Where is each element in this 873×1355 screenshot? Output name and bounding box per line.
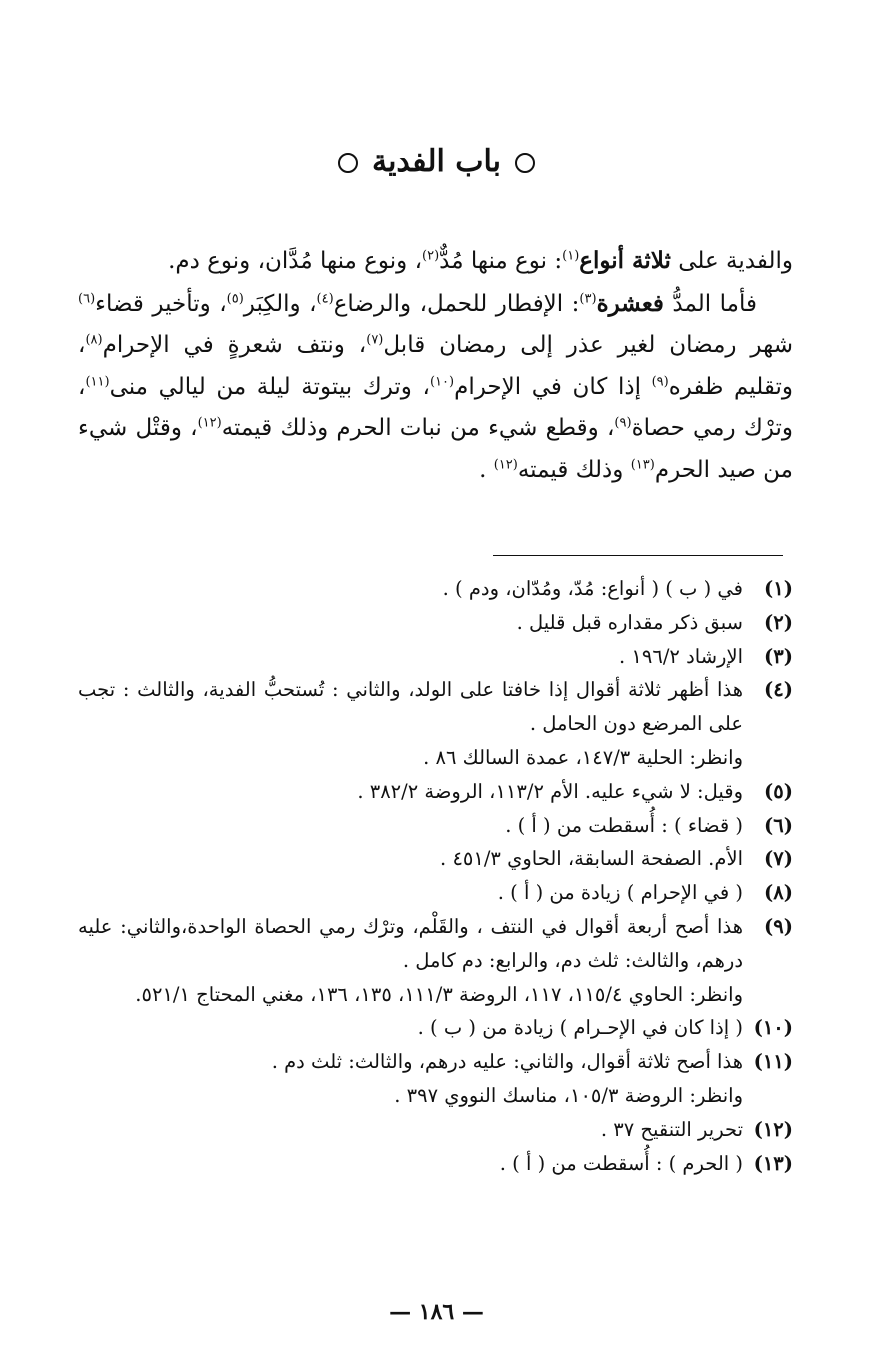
- footnote-text: [78, 809, 743, 843]
- footnote-line: ( إذا كان في الإحـرام ) زيادة من ( ب ) .: [417, 1016, 743, 1040]
- footnote-line: وانظر: الحاوي ١١٥/٤، ١١٧، الروضة ١١١/٣، ١٣٥، ١٣٦، مغني المحتاج ٥٢١/١.: [135, 982, 743, 1006]
- footnote-number: (١٢): [753, 1117, 793, 1141]
- footnote-marker: (٩): [651, 373, 669, 389]
- chapter-title: [0, 140, 873, 184]
- footnotes: [78, 572, 793, 1180]
- footnote-text: [78, 1045, 743, 1113]
- footnote-item: [78, 910, 793, 1011]
- footnote-line: وانظر: الحلية ١٤٧/٣، عمدة السالك ٨٦ .: [423, 745, 743, 769]
- footnote-marker: (١٢): [197, 415, 222, 431]
- footnote-marker: (٢): [422, 248, 440, 264]
- footnote-item: [78, 1147, 793, 1181]
- footnote-text: [78, 842, 743, 876]
- text-run: وذلك قيمته: [517, 456, 631, 483]
- footnote-line: تحرير التنقيح ٣٧ .: [600, 1117, 743, 1141]
- footnote-item: [78, 809, 793, 843]
- text-run: والفدية على: [670, 248, 793, 274]
- footnote-item: [78, 1113, 793, 1147]
- text-run: : نوع منها مُدٌّ: [439, 248, 563, 274]
- footnote-line: ( قضاء ) : أُسقطت من ( أ ) .: [505, 813, 743, 837]
- paragraph: [78, 283, 793, 492]
- footnote-line: في ( ب ) ( أنواع: مُدّ، ومُدّان، ودم ) .: [442, 577, 743, 600]
- footnote-number: (٨): [764, 881, 793, 905]
- footnote-line: هذا أظهر ثلاثة أقوال إذا خافتا على الولد، والثاني : تُستحبُّ الفدية، والثالث : تجب على المرضع دون الحامل .: [78, 678, 743, 736]
- footnote-number: (٩): [764, 914, 793, 938]
- text-run: ، وقطع شيء من نبات الحرم وذلك قيمته: [221, 415, 615, 441]
- footnote-divider: [493, 555, 783, 556]
- footnote-number: (١٣): [753, 1151, 793, 1175]
- text-run: فأما المدُّ: [663, 290, 757, 317]
- footnote-marker: (٣): [579, 290, 597, 306]
- footnote-number: (٥): [764, 779, 793, 803]
- footnote-text: [78, 640, 743, 674]
- footnote-number: (١٠): [753, 1016, 793, 1040]
- footnote-line: وقيل: لا شيء عليه. الأم ١١٣/٢، الروضة ٣٨٢/٢ .: [357, 779, 743, 803]
- footnote-text: [78, 876, 743, 910]
- text-run: ، وترْك رمي حصاة: [78, 373, 793, 441]
- footnote-number: (٢): [764, 610, 793, 634]
- page-number: — ١٨٦ —: [389, 1299, 484, 1325]
- footnote-text: [78, 1113, 743, 1147]
- emphasized-term: فعشرة: [596, 289, 664, 317]
- text-run: ، ونوع منها مُدَّان، ونوع دم.: [168, 248, 423, 274]
- text-run: ، والكِبَر: [243, 290, 317, 317]
- footnote-line: الإرشاد ١٩٦/٢ .: [619, 644, 743, 668]
- footnote-marker: (١٠): [429, 373, 455, 389]
- text-run: ، وترك بيتوتة ليلة من ليالي منى: [109, 373, 430, 400]
- emphasized-term: ثلاثة أنواع: [579, 247, 671, 274]
- footnote-text: [78, 1011, 743, 1045]
- footnote-item: [78, 673, 793, 774]
- text-run: شهر رمضان لغير عذر إلى رمضان قابل: [383, 332, 793, 358]
- footnote-line: هذا أصح أربعة أقوال في النتف ، والقَلْم، وترْك رمي الحصاة الواحدة،والثاني: عليه درهم، والثالث: ثلث دم، والرابع: دم كامل .: [78, 914, 743, 972]
- footnote-item: [78, 842, 793, 876]
- footnote-item: [78, 606, 793, 640]
- footnote-item: [78, 1045, 793, 1113]
- footnote-text: [78, 775, 743, 809]
- chapter-title-text: باب الفدية: [371, 144, 501, 179]
- footnote-line: ( في الإحرام ) زيادة من ( أ ) .: [497, 881, 743, 905]
- text-run: ، وتقليم ظفره: [78, 332, 794, 400]
- ornament-circle-right: [515, 153, 535, 173]
- footnote-item: [78, 640, 793, 674]
- footnote-text: [78, 572, 743, 606]
- text-run: : الإفطار للحمل، والرضاع: [333, 290, 580, 317]
- footnote-number: (٤): [764, 678, 793, 702]
- footnote-marker: (١٣): [630, 456, 655, 472]
- footnote-item: [78, 876, 793, 910]
- text-run: إذا كان في الإحرام: [454, 373, 652, 400]
- footnote-marker: (٦): [78, 290, 96, 306]
- ornament-circle-left: [338, 153, 358, 173]
- footnote-line: وانظر: الروضة ١٠٥/٣، مناسك النووي ٣٩٧ .: [394, 1083, 743, 1107]
- footnote-marker: (٧): [366, 332, 384, 348]
- footnote-number: (٣): [764, 644, 793, 668]
- main-text: [78, 240, 793, 491]
- footnote-item: [78, 1011, 793, 1045]
- footnote-marker: (٥): [226, 290, 244, 306]
- footnote-marker: (٨): [85, 332, 103, 348]
- footnote-text: [78, 910, 743, 1011]
- footnote-line: سبق ذكر مقداره قبل قليل .: [516, 610, 743, 634]
- footnote-line: ( الحرم ) : أُسقطت من ( أ ) .: [499, 1151, 743, 1175]
- footnote-marker: (١): [562, 248, 580, 264]
- footnote-number: (١١): [753, 1050, 793, 1074]
- footnote-marker: (١١): [85, 373, 110, 389]
- text-run: ، وتأخير قضاء: [95, 290, 227, 317]
- footnote-line: هذا أصح ثلاثة أقوال، والثاني: عليه درهم، والثالث: ثلث دم .: [271, 1050, 743, 1074]
- footnote-marker: (٤): [316, 290, 334, 306]
- footnote-number: (٦): [764, 813, 793, 837]
- text-run: ، وقتْل شيء من صيد الحرم: [78, 415, 793, 483]
- text-run: .: [479, 456, 494, 483]
- footnote-number: (٧): [764, 847, 793, 871]
- footnote-text: [78, 1147, 743, 1181]
- footnote-marker: (١٢): [493, 456, 518, 472]
- footnote-marker: (٩): [614, 415, 632, 431]
- footnote-text: [78, 606, 743, 640]
- footnote-item: [78, 572, 793, 606]
- text-run: ، ونتف شعرةٍ في الإحرام: [102, 332, 367, 358]
- footnote-line: الأم. الصفحة السابقة، الحاوي ٤٥١/٣ .: [440, 847, 743, 871]
- paragraph: [78, 240, 793, 283]
- footnote-number: (١): [764, 577, 793, 600]
- footnote-text: [78, 673, 743, 774]
- footnote-item: [78, 775, 793, 809]
